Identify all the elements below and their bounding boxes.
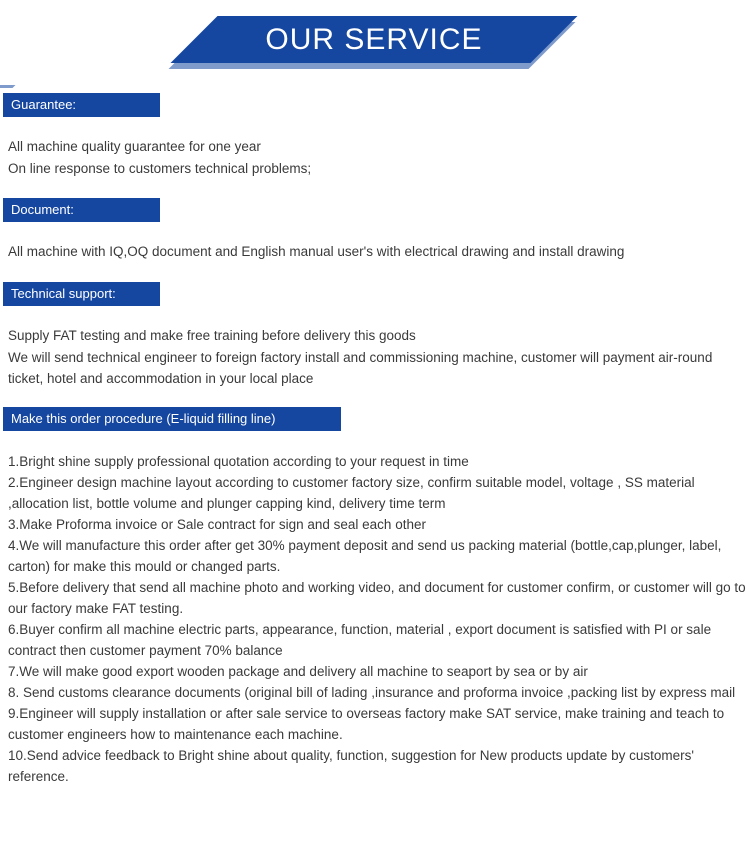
text-line: All machine quality guarantee for one year [8,139,261,154]
list-item: 1.Bright shine supply professional quotation according to your request in time [8,454,469,469]
text-line: All machine with IQ,OQ document and English manual user's with electrical drawing and install drawing [8,244,625,259]
order-procedure-steps [8,451,746,787]
section-heading-technical-support [3,282,160,306]
list-item: 4.We will manufacture this order after get 30% payment deposit and send us packing material (bottle,cap,plunger, label, carton) for make this mould or changed parts. [8,538,722,574]
text-line: On line response to customers technical problems; [8,160,312,176]
list-item: 3.Make Proforma invoice or Sale contract for sign and seal each other [8,517,426,532]
list-item: 9.Engineer will supply installation or after sale service to overseas factory make SAT service, make training and teach to customer engineers how to maintenance each machine. [8,706,725,742]
technical-support-text [8,325,745,390]
page-title: OUR SERVICE [265,23,483,56]
section-heading-order-procedure [3,407,341,431]
section-heading-guarantee [3,93,160,117]
section-heading-label: Technical support: [11,286,116,301]
section-heading-document [3,198,160,222]
guarantee-text [8,136,745,179]
document-text [8,241,745,263]
text-line: Supply FAT testing and make free training before delivery this goods [8,328,416,343]
list-item: 2.Engineer design machine layout according to customer factory size, confirm suitable model, voltage , SS material ,allocation list, bottle volume and plunger capping kind, delivery time term [8,475,695,511]
list-item: 5.Before delivery that send all machine photo and working video, and document for customer confirm, or customer will go to our factory make FAT testing. [8,580,746,616]
section-heading-label: Guarantee: [11,97,77,112]
list-item: 10.Send advice feedback to Bright shine about quality, function, suggestion for New products update by customers' reference. [8,748,694,784]
section-heading-label: Make this order procedure (E-liquid filling line) [11,411,276,426]
list-item: 8. Send customs clearance documents (original bill of lading ,insurance and proforma invoice ,packing list by express mail [8,685,736,700]
section-heading-label: Document: [11,202,74,217]
text-line: We will send technical engineer to foreign factory install and commissioning machine, customer will payment air-round ticket, hotel and accommodation in your local place [8,349,713,386]
list-item: 7.We will make good export wooden package and delivery all machine to seaport by sea or by air [8,664,588,679]
list-item: 6.Buyer confirm all machine electric parts, appearance, function, material , export document is satisfied with PI or sale contract then customer payment 70% balance [8,622,712,658]
decorative-sliver [0,85,16,88]
